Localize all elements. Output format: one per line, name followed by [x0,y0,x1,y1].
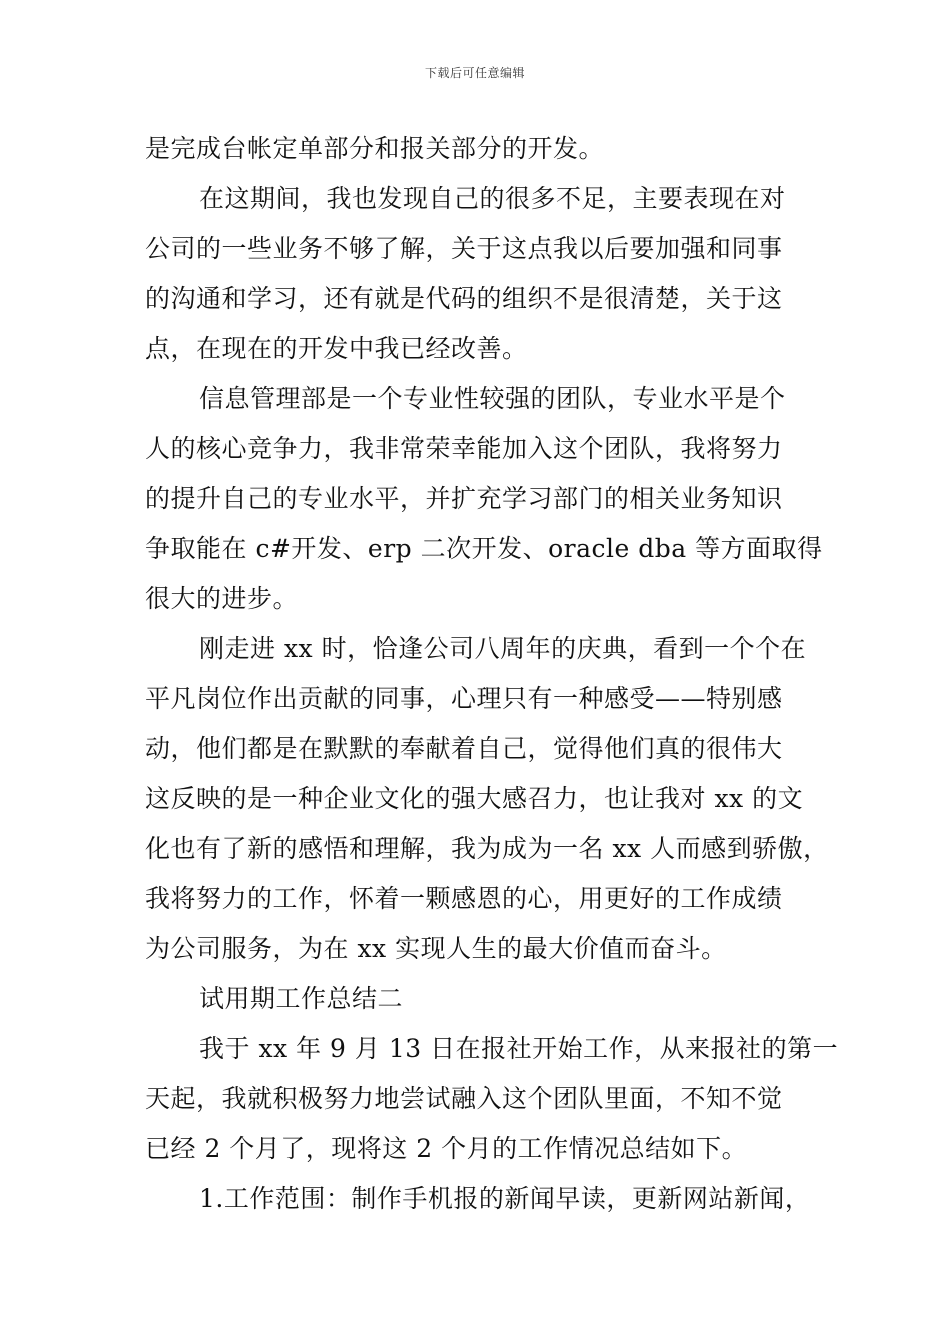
text-line: 1.工作范围：制作手机报的新闻早读，更新网站新闻， [199,1184,811,1213]
text-line: 平凡岗位作出贡献的同事，心理只有一种感受——特别感 [145,684,783,713]
text-line: 人的核心竞争力，我非常荣幸能加入这个团队，我将努力 [145,434,783,463]
document-body [145,124,839,1224]
text-line: 为公司服务，为在 xx 实现人生的最大价值而奋斗。 [145,934,727,963]
text-line: 是完成台帐定单部分和报关部分的开发。 [145,134,605,163]
text-line: 争取能在 c#开发、erp 二次开发、oracle dba 等方面取得 [145,534,823,563]
text-line: 很大的进步。 [145,584,299,613]
text-line: 天起，我就积极努力地尝试融入这个团队里面，不知不觉 [145,1084,783,1113]
text-line: 我将努力的工作，怀着一颗感恩的心，用更好的工作成绩 [145,884,783,913]
text-line: 刚走进 xx 时，恰逢公司八周年的庆典，看到一个个在 [199,634,807,663]
text-line: 已经 2 个月了，现将这 2 个月的工作情况总结如下。 [145,1134,748,1163]
text-line: 公司的一些业务不够了解，关于这点我以后要加强和同事 [145,234,783,263]
text-line: 动，他们都是在默默的奉献着自己，觉得他们真的很伟大 [145,734,783,763]
section-heading: 试用期工作总结二 [199,984,404,1013]
text-line: 化也有了新的感悟和理解，我为成为一名 xx 人而感到骄傲， [145,834,829,863]
text-line: 在这期间，我也发现自己的很多不足，主要表现在对 [199,184,786,213]
text-line: 的提升自己的专业水平，并扩充学习部门的相关业务知识 [145,484,783,513]
text-line: 我于 xx 年 9 月 13 日在报社开始工作，从来报社的第一 [199,1034,839,1063]
page-header: 下载后可任意编辑 [424,66,525,80]
text-line: 这反映的是一种企业文化的强大感召力，也让我对 xx 的文 [145,784,804,813]
text-line: 的沟通和学习，还有就是代码的组织不是很清楚，关于这 [145,284,783,313]
text-line: 点，在现在的开发中我已经改善。 [145,334,528,363]
text-line: 信息管理部是一个专业性较强的团队，专业水平是个 [199,384,786,413]
